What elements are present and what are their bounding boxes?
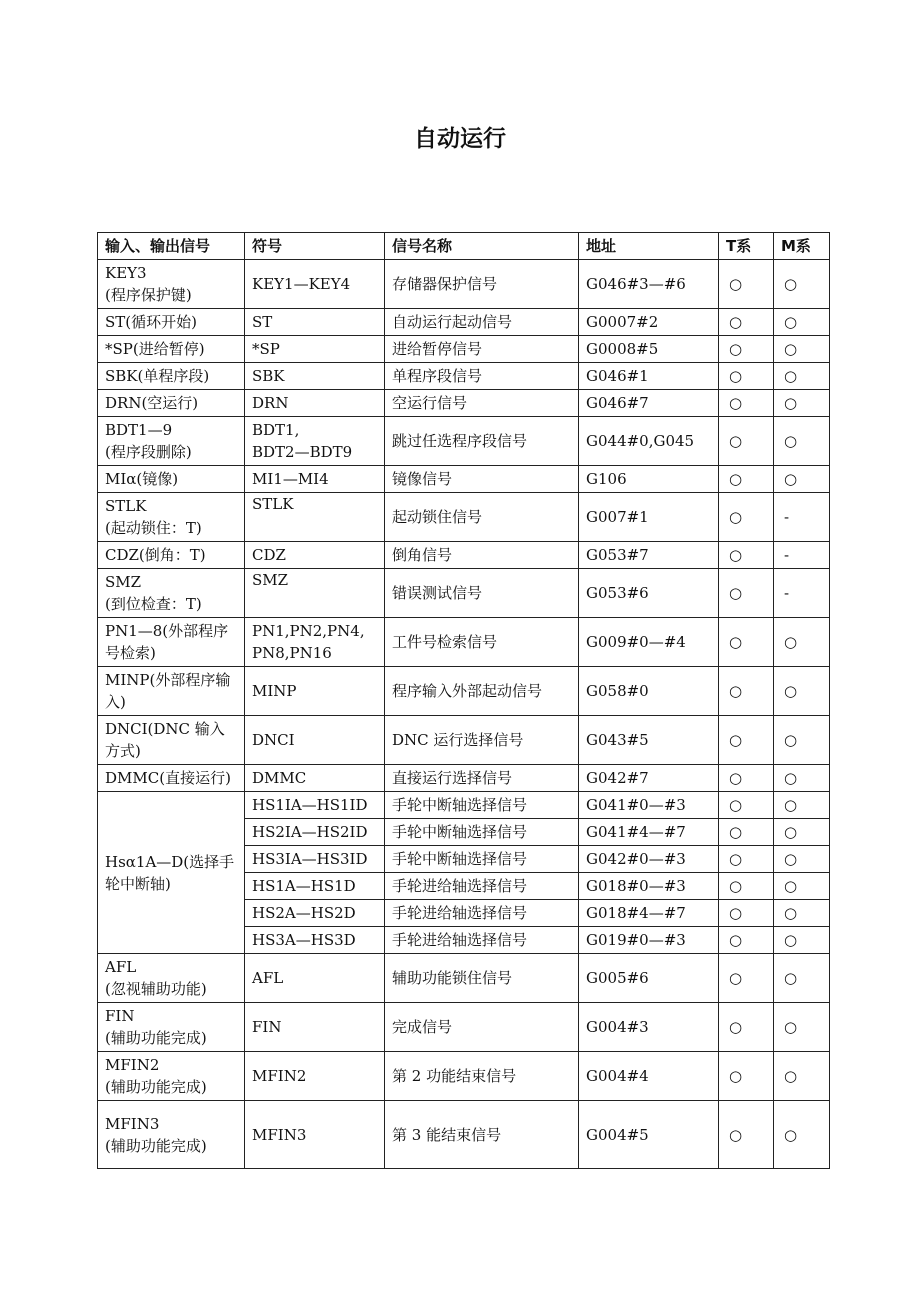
signal-name-cell: 进给暂停信号 bbox=[385, 336, 579, 363]
signal-name-cell: 跳过任选程序段信号 bbox=[385, 417, 579, 466]
signal-name-cell: 程序输入外部起动信号 bbox=[385, 667, 579, 716]
signal-name-cell: 完成信号 bbox=[385, 1003, 579, 1052]
signal-name-cell: 手轮进给轴选择信号 bbox=[385, 927, 579, 954]
symbol-cell: MINP bbox=[245, 667, 385, 716]
signal-cell: SBK(单程序段) bbox=[98, 363, 245, 390]
t-series-cell: ○ bbox=[719, 900, 774, 927]
m-series-cell: ○ bbox=[774, 1052, 830, 1101]
address-cell: G058#0 bbox=[579, 667, 719, 716]
address-cell: G0007#2 bbox=[579, 309, 719, 336]
table-row bbox=[98, 569, 830, 618]
m-series-cell: ○ bbox=[774, 900, 830, 927]
symbol-cell: MFIN2 bbox=[245, 1052, 385, 1101]
m-series-cell: ○ bbox=[774, 618, 830, 667]
t-series-cell: ○ bbox=[719, 260, 774, 309]
address-cell: G042#0—#3 bbox=[579, 846, 719, 873]
symbol-cell: HS1IA—HS1ID bbox=[245, 792, 385, 819]
table-row bbox=[98, 260, 830, 309]
symbol-cell: BDT1, BDT2—BDT9 bbox=[245, 417, 385, 466]
signal-cell: MFIN3 (辅助功能完成) bbox=[98, 1101, 245, 1169]
signal-name-cell: 存储器保护信号 bbox=[385, 260, 579, 309]
table-row bbox=[98, 1052, 830, 1101]
address-cell: G041#0—#3 bbox=[579, 792, 719, 819]
signal-name-cell: 直接运行选择信号 bbox=[385, 765, 579, 792]
signal-name-cell: 手轮中断轴选择信号 bbox=[385, 792, 579, 819]
symbol-cell: STLK bbox=[245, 493, 385, 542]
signal-name-cell: 单程序段信号 bbox=[385, 363, 579, 390]
m-series-cell: ○ bbox=[774, 417, 830, 466]
signal-name-cell: 起动锁住信号 bbox=[385, 493, 579, 542]
m-series-cell: ○ bbox=[774, 309, 830, 336]
address-cell: G046#3—#6 bbox=[579, 260, 719, 309]
signal-name-cell: 镜像信号 bbox=[385, 466, 579, 493]
signal-name-cell: 倒角信号 bbox=[385, 542, 579, 569]
address-cell: G004#3 bbox=[579, 1003, 719, 1052]
signal-cell: AFL (忽视辅助功能) bbox=[98, 954, 245, 1003]
symbol-cell: ST bbox=[245, 309, 385, 336]
signal-cell: SMZ (到位检查：T) bbox=[98, 569, 245, 618]
signal-cell: MIα(镜像) bbox=[98, 466, 245, 493]
address-cell: G044#0,G045 bbox=[579, 417, 719, 466]
signal-cell: *SP(进给暂停) bbox=[98, 336, 245, 363]
address-cell: G043#5 bbox=[579, 716, 719, 765]
t-series-cell: ○ bbox=[719, 1052, 774, 1101]
table-row bbox=[98, 618, 830, 667]
table-row bbox=[98, 466, 830, 493]
m-series-cell: ○ bbox=[774, 667, 830, 716]
signal-name-cell: 错误测试信号 bbox=[385, 569, 579, 618]
m-series-cell: ○ bbox=[774, 363, 830, 390]
t-series-cell: ○ bbox=[719, 336, 774, 363]
signal-cell: CDZ(倒角：T) bbox=[98, 542, 245, 569]
table-row bbox=[98, 542, 830, 569]
t-series-cell: ○ bbox=[719, 716, 774, 765]
symbol-cell: KEY1—KEY4 bbox=[245, 260, 385, 309]
t-series-cell: ○ bbox=[719, 417, 774, 466]
t-series-cell: ○ bbox=[719, 765, 774, 792]
address-cell: G042#7 bbox=[579, 765, 719, 792]
t-series-cell: ○ bbox=[719, 1101, 774, 1169]
table-row bbox=[98, 390, 830, 417]
t-series-cell: ○ bbox=[719, 927, 774, 954]
m-series-cell: ○ bbox=[774, 927, 830, 954]
address-cell: G041#4—#7 bbox=[579, 819, 719, 846]
signal-cell: STLK (起动锁住：T) bbox=[98, 493, 245, 542]
signal-name-cell: 第 3 能结束信号 bbox=[385, 1101, 579, 1169]
table-row bbox=[98, 765, 830, 792]
symbol-cell: HS3IA—HS3ID bbox=[245, 846, 385, 873]
address-cell: G053#6 bbox=[579, 569, 719, 618]
signal-cell: DRN(空运行) bbox=[98, 390, 245, 417]
signal-cell: DNCI(DNC 输入方式) bbox=[98, 716, 245, 765]
table-row bbox=[98, 954, 830, 1003]
signal-name-cell: 空运行信号 bbox=[385, 390, 579, 417]
table-header-row bbox=[98, 233, 830, 260]
address-cell: G019#0—#3 bbox=[579, 927, 719, 954]
signal-cell: ST(循环开始) bbox=[98, 309, 245, 336]
t-series-cell: ○ bbox=[719, 667, 774, 716]
header-name: 信号名称 bbox=[385, 233, 579, 260]
signal-name-cell: 手轮中断轴选择信号 bbox=[385, 846, 579, 873]
signal-cell: PN1—8(外部程序号检索) bbox=[98, 618, 245, 667]
address-cell: G018#0—#3 bbox=[579, 873, 719, 900]
m-series-cell: - bbox=[774, 569, 830, 618]
symbol-cell: *SP bbox=[245, 336, 385, 363]
signal-cell: BDT1—9 (程序段删除) bbox=[98, 417, 245, 466]
table-row bbox=[98, 336, 830, 363]
signal-cell: MFIN2 (辅助功能完成) bbox=[98, 1052, 245, 1101]
table-row bbox=[98, 716, 830, 765]
address-cell: G046#7 bbox=[579, 390, 719, 417]
symbol-cell: CDZ bbox=[245, 542, 385, 569]
t-series-cell: ○ bbox=[719, 846, 774, 873]
symbol-cell: SMZ bbox=[245, 569, 385, 618]
header-t-series: T系 bbox=[719, 233, 774, 260]
symbol-cell: PN1,PN2,PN4, PN8,PN16 bbox=[245, 618, 385, 667]
symbol-cell: HS2IA—HS2ID bbox=[245, 819, 385, 846]
table-row bbox=[98, 309, 830, 336]
signal-name-cell: 工件号检索信号 bbox=[385, 618, 579, 667]
symbol-cell: HS3A—HS3D bbox=[245, 927, 385, 954]
m-series-cell: - bbox=[774, 542, 830, 569]
signal-name-cell: 自动运行起动信号 bbox=[385, 309, 579, 336]
table-row bbox=[98, 792, 830, 819]
address-cell: G004#4 bbox=[579, 1052, 719, 1101]
symbol-cell: DMMC bbox=[245, 765, 385, 792]
m-series-cell: ○ bbox=[774, 792, 830, 819]
t-series-cell: ○ bbox=[719, 390, 774, 417]
m-series-cell: ○ bbox=[774, 716, 830, 765]
page-title: 自动运行 bbox=[414, 126, 506, 152]
address-cell: G046#1 bbox=[579, 363, 719, 390]
table-row bbox=[98, 667, 830, 716]
m-series-cell: ○ bbox=[774, 390, 830, 417]
signal-cell: DMMC(直接运行) bbox=[98, 765, 245, 792]
header-signal: 输入、输出信号 bbox=[98, 233, 245, 260]
address-cell: G106 bbox=[579, 466, 719, 493]
signal-name-cell: 手轮进给轴选择信号 bbox=[385, 873, 579, 900]
m-series-cell: ○ bbox=[774, 846, 830, 873]
m-series-cell: ○ bbox=[774, 260, 830, 309]
signal-name-cell: 第 2 功能结束信号 bbox=[385, 1052, 579, 1101]
signal-name-cell: DNC 运行选择信号 bbox=[385, 716, 579, 765]
t-series-cell: ○ bbox=[719, 618, 774, 667]
m-series-cell: - bbox=[774, 493, 830, 542]
m-series-cell: ○ bbox=[774, 819, 830, 846]
symbol-cell: FIN bbox=[245, 1003, 385, 1052]
address-cell: G009#0—#4 bbox=[579, 618, 719, 667]
symbol-cell: DRN bbox=[245, 390, 385, 417]
symbol-cell: SBK bbox=[245, 363, 385, 390]
address-cell: G005#6 bbox=[579, 954, 719, 1003]
signal-cell: Hsα1A—D(选择手轮中断轴) bbox=[98, 792, 245, 954]
t-series-cell: ○ bbox=[719, 466, 774, 493]
table-row bbox=[98, 1101, 830, 1169]
t-series-cell: ○ bbox=[719, 493, 774, 542]
address-cell: G007#1 bbox=[579, 493, 719, 542]
header-address: 地址 bbox=[579, 233, 719, 260]
m-series-cell: ○ bbox=[774, 954, 830, 1003]
symbol-cell: DNCI bbox=[245, 716, 385, 765]
symbol-cell: HS2A—HS2D bbox=[245, 900, 385, 927]
m-series-cell: ○ bbox=[774, 466, 830, 493]
table-row bbox=[98, 1003, 830, 1052]
t-series-cell: ○ bbox=[719, 309, 774, 336]
signal-cell: MINP(外部程序输入) bbox=[98, 667, 245, 716]
t-series-cell: ○ bbox=[719, 792, 774, 819]
t-series-cell: ○ bbox=[719, 569, 774, 618]
address-cell: G004#5 bbox=[579, 1101, 719, 1169]
t-series-cell: ○ bbox=[719, 873, 774, 900]
symbol-cell: MI1—MI4 bbox=[245, 466, 385, 493]
signal-cell: KEY3 (程序保护键) bbox=[98, 260, 245, 309]
t-series-cell: ○ bbox=[719, 1003, 774, 1052]
signal-name-cell: 辅助功能锁住信号 bbox=[385, 954, 579, 1003]
symbol-cell: AFL bbox=[245, 954, 385, 1003]
t-series-cell: ○ bbox=[719, 954, 774, 1003]
symbol-cell: HS1A—HS1D bbox=[245, 873, 385, 900]
address-cell: G018#4—#7 bbox=[579, 900, 719, 927]
address-cell: G053#7 bbox=[579, 542, 719, 569]
signal-name-cell: 手轮进给轴选择信号 bbox=[385, 900, 579, 927]
t-series-cell: ○ bbox=[719, 363, 774, 390]
signal-table bbox=[97, 232, 830, 1169]
header-symbol: 符号 bbox=[245, 233, 385, 260]
m-series-cell: ○ bbox=[774, 1003, 830, 1052]
signal-name-cell: 手轮中断轴选择信号 bbox=[385, 819, 579, 846]
signal-cell: FIN (辅助功能完成) bbox=[98, 1003, 245, 1052]
t-series-cell: ○ bbox=[719, 542, 774, 569]
table-row bbox=[98, 493, 830, 542]
symbol-cell: MFIN3 bbox=[245, 1101, 385, 1169]
header-m-series: M系 bbox=[774, 233, 830, 260]
m-series-cell: ○ bbox=[774, 336, 830, 363]
address-cell: G0008#5 bbox=[579, 336, 719, 363]
t-series-cell: ○ bbox=[719, 819, 774, 846]
table-row bbox=[98, 363, 830, 390]
m-series-cell: ○ bbox=[774, 765, 830, 792]
m-series-cell: ○ bbox=[774, 1101, 830, 1169]
table-row bbox=[98, 417, 830, 466]
m-series-cell: ○ bbox=[774, 873, 830, 900]
